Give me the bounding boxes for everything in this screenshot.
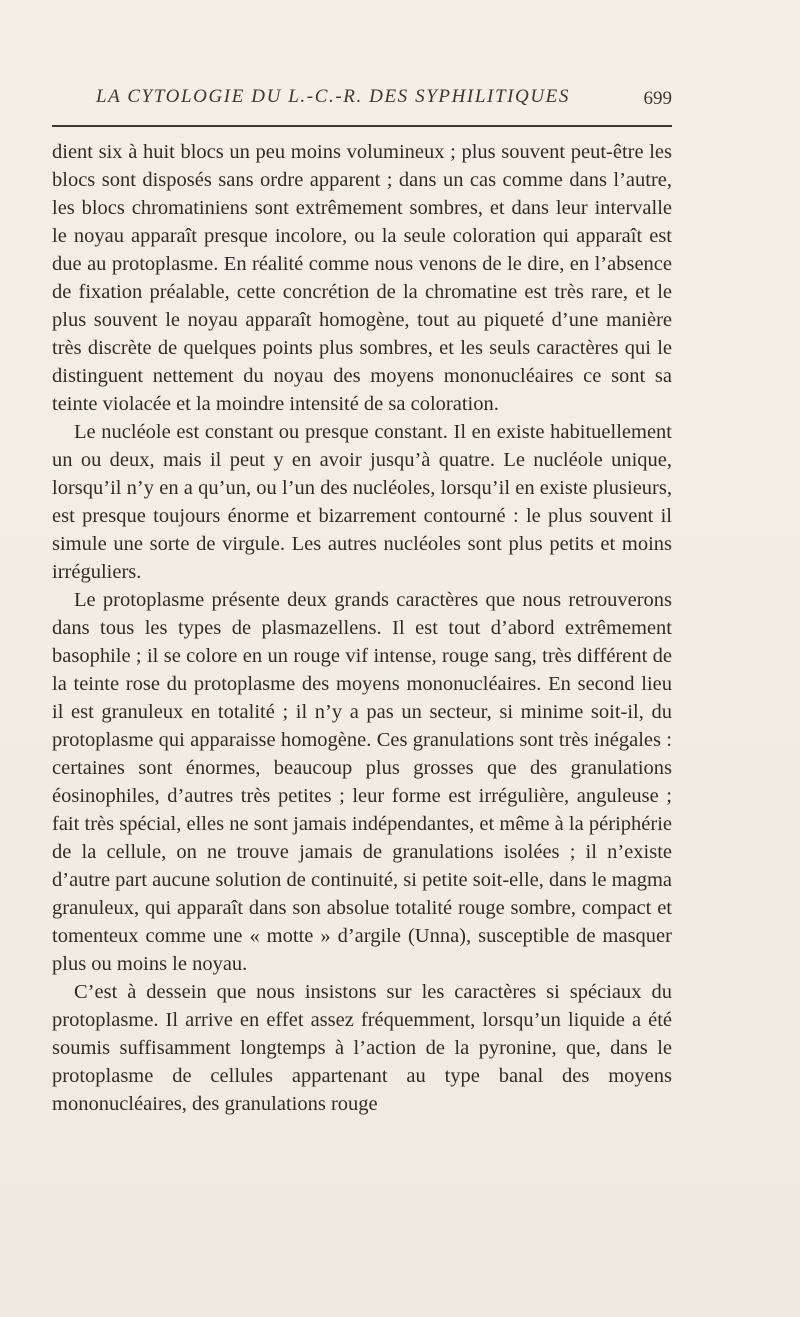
- paragraph-protoplasme: Le protoplasme présente deux grands caractères que nous retrouverons dans tous les types de plasmazellens. Il est tout d’abord extrêmement basophile ; il se colore en un rouge vif intense, rouge sang, très différent de la teinte rose du protoplasme des moyens mononucléaires. En second lieu il est granuleux en totalité ; il n’y a pas un secteur, si minime soit-il, du protoplasme qui apparaisse homogène. Ces granulations sont très inégales : certaines sont énormes, beaucoup plus grosses que des granulations éosinophiles, d’autres très petites ; leur forme est irrégulière, anguleuse ; fait très spécial, elles ne sont jamais indépendantes, et même à la périphérie de la cellule, on ne trouve jamais de granulations isolées ; il n’existe d’autre part aucune solution de continuité, si petite soit-elle, dans le magma granuleux, qui apparaît dans son absolue totalité rouge sombre, compact et tomenteux comme une « motte » d’argile (Unna), susceptible de masquer plus ou moins le noyau.: [52, 589, 672, 975]
- body-text: [52, 138, 672, 1118]
- paragraph-continued: dient six à huit blocs un peu moins volumineux ; plus souvent peut-être les blocs sont disposés sans ordre apparent ; dans un cas comme dans l’autre, les blocs chromatiniens sont extrêmement sombres, et dans leur intervalle le noyau apparaît presque incolore, ou la seule coloration qui apparaît est due au protoplasme. En réalité comme nous venons de le dire, en l’absence de fixation préalable, cette concrétion de la chromatine est très rare, et le plus souvent le noyau apparaît homogène, tout au piqueté d’une manière très discrète de quelques points plus sombres, et les seuls caractères qui le distinguent nettement du noyau des moyens mononucléaires ce sont sa teinte violacée et la moindre intensité de sa coloration.: [52, 141, 672, 415]
- header-rule: [52, 125, 672, 127]
- paragraph-dessein: C’est à dessein que nous insistons sur les caractères si spéciaux du protoplasme. Il arrive en effet assez fréquemment, lorsqu’un liquide a été soumis suffisamment longtemps à l’action de la pyronine, que, dans le protoplasme de cellules appartenant au type banal des moyens mononucléaires, des granulations rouge: [52, 981, 672, 1115]
- running-title: LA CYTOLOGIE DU L.-C.-R. DES SYPHILITIQUES: [96, 86, 570, 107]
- paragraph-nucleole: Le nucléole est constant ou presque constant. Il en existe habituellement un ou deux, mais il peut y en avoir jusqu’à quatre. Le nucléole unique, lorsqu’il n’y en a qu’un, ou l’un des nucléoles, lorsqu’il en existe plusieurs, est presque toujours énorme et bizarrement contourné : le plus souvent il simule une sorte de virgule. Les autres nucléoles sont plus petits et moins irréguliers.: [52, 421, 672, 583]
- running-header: [52, 86, 672, 116]
- page-number: 699: [643, 88, 672, 109]
